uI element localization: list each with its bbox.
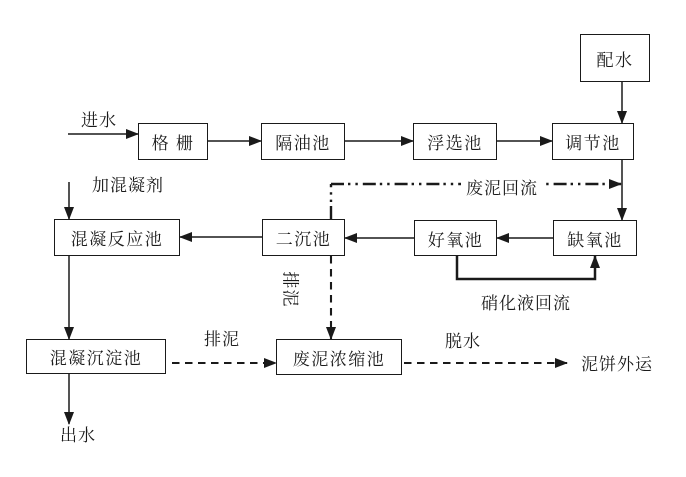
box-aerobic-tank: 好氧池 — [414, 220, 497, 256]
label-sludge-discharge-vertical: 排泥 — [280, 271, 300, 308]
box-anoxic-tank: 缺氧池 — [553, 220, 637, 256]
label-sludge-discharge-horizontal: 排泥 — [204, 330, 240, 349]
box-equalization-tank: 调节池 — [552, 123, 634, 160]
label-nitrified-liquid-return: 硝化液回流 — [481, 294, 571, 313]
box-coagulation-sedimentation-tank: 混凝沉淀池 — [26, 339, 166, 374]
box-secondary-clarifier: 二沉池 — [262, 219, 345, 256]
connector-nitrified-liquid-return — [457, 256, 595, 279]
label-sludge-cake-hauled-away: 泥饼外运 — [581, 355, 653, 374]
box-bar-screen: 格 栅 — [138, 123, 208, 160]
label-effluent: 出水 — [60, 426, 96, 445]
box-oil-separation-tank: 隔油池 — [261, 123, 345, 160]
box-coagulation-reaction-tank: 混凝反应池 — [54, 219, 180, 256]
label-influent: 进水 — [81, 111, 117, 130]
box-waste-sludge-thickening-tank: 废泥浓缩池 — [276, 339, 402, 375]
label-dewatering: 脱水 — [445, 332, 481, 351]
box-flotation-tank: 浮选池 — [413, 123, 497, 160]
label-coagulant-dosing: 加混凝剂 — [92, 176, 164, 195]
label-waste-sludge-return: 废泥回流 — [461, 180, 543, 199]
box-water-distribution: 配水 — [580, 34, 650, 82]
